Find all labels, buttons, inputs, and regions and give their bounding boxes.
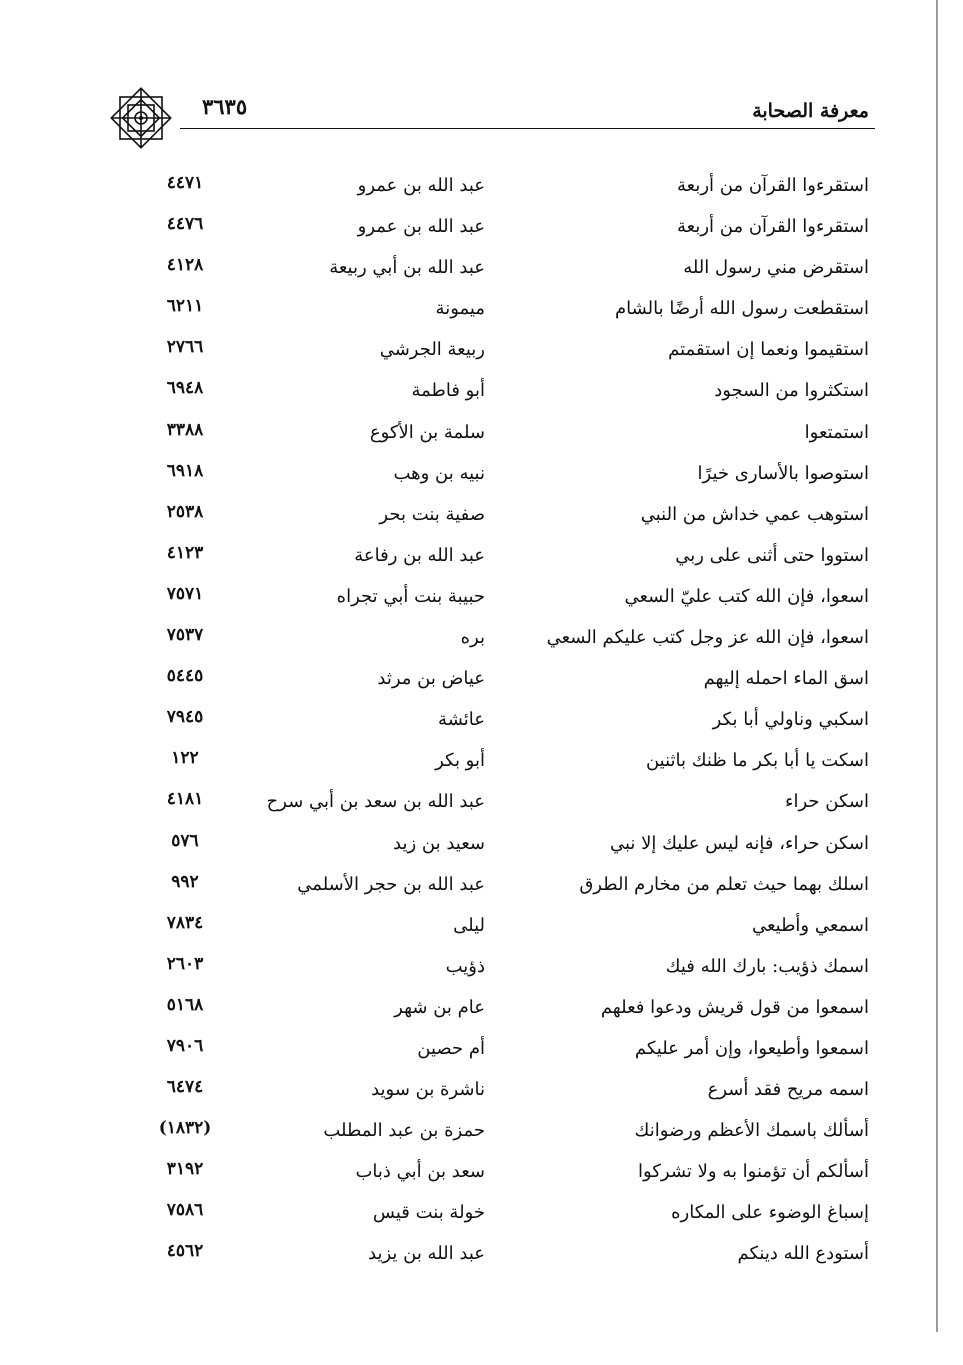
narrator-name: ذؤيب xyxy=(445,955,485,977)
hadith-phrase: استكثروا من السجود xyxy=(714,380,869,402)
narrator-name: عياض بن مرثد xyxy=(377,668,485,690)
narrator-name: خولة بنت قيس xyxy=(372,1202,485,1224)
page-number: ٣٦٣٥ xyxy=(202,94,248,119)
narrator-name: ميمونة xyxy=(435,298,485,320)
index-row xyxy=(100,1030,875,1071)
hadith-phrase: اسمك ذؤيب: بارك الله فيك xyxy=(665,955,869,977)
narrator-name: عبد الله بن أبي ربيعة xyxy=(329,257,485,279)
hadith-phrase: استقرض مني رسول الله xyxy=(683,257,869,279)
hadith-phrase: أسألكم أن تؤمنوا به ولا تشركوا xyxy=(638,1161,869,1183)
hadith-phrase: إسباغ الوضوء على المكاره xyxy=(671,1202,869,1224)
hadith-number: ٤٤٧٦ xyxy=(166,214,204,235)
index-row xyxy=(100,290,875,331)
page-header xyxy=(100,90,875,130)
narrator-name: أبو فاطمة xyxy=(411,380,485,402)
hadith-number: ٤١٢٨ xyxy=(166,255,204,276)
hadith-number: ٤١٨١ xyxy=(166,789,204,810)
hadith-number: ٥٤٤٥ xyxy=(166,666,204,687)
narrator-name: عبد الله بن يزيد xyxy=(368,1243,485,1265)
hadith-number: ٧٥٣٧ xyxy=(166,625,204,646)
hadith-number: ٢٧٦٦ xyxy=(166,337,204,358)
hadith-number: ٥١٦٨ xyxy=(166,994,204,1015)
hadith-phrase: اسكت يا أبا بكر ما ظنك باثنين xyxy=(645,750,869,772)
hadith-number: ٣٣٨٨ xyxy=(166,419,204,440)
index-row xyxy=(100,907,875,948)
hadith-number: ٥٧٦ xyxy=(171,830,199,851)
hadith-phrase: اسكبي وناولي أبا بكر xyxy=(712,709,869,731)
hadith-number: ٩٩٢ xyxy=(171,871,199,892)
running-title: معرفة الصحابة xyxy=(752,100,869,122)
hadith-number: ٧٨٣٤ xyxy=(166,912,204,933)
hadith-phrase: استمتعوا xyxy=(804,421,869,443)
hadith-number: ٦٢١١ xyxy=(166,296,204,317)
index-row xyxy=(100,701,875,742)
narrator-name: ليلى xyxy=(453,914,485,936)
hadith-number: (١٨٣٢) xyxy=(158,1118,212,1139)
index-row xyxy=(100,167,875,208)
index-row xyxy=(100,372,875,413)
index-row xyxy=(100,989,875,1030)
index-row xyxy=(100,866,875,907)
narrator-name: ناشرة بن سويد xyxy=(371,1079,485,1101)
narrator-name: سعيد بن زيد xyxy=(393,832,485,854)
hadith-phrase: أستودع الله دينكم xyxy=(737,1243,869,1265)
narrator-name: عبد الله بن سعد بن أبي سرح xyxy=(266,791,485,813)
narrator-name: عبد الله بن رفاعة xyxy=(354,544,485,566)
narrator-name: ربيعة الجرشي xyxy=(379,339,485,361)
hadith-number: ١٢٢ xyxy=(171,748,199,769)
octagonal-star-ornament-icon xyxy=(108,85,174,151)
hadith-phrase: استقيموا ونعما إن استقمتم xyxy=(668,339,869,361)
narrator-name: سعد بن أبي ذباب xyxy=(355,1161,485,1183)
hadith-phrase: استقرءوا القرآن من أربعة xyxy=(677,175,869,196)
index-row xyxy=(100,825,875,866)
narrator-name: عام بن شهر xyxy=(394,996,485,1018)
index-row xyxy=(100,1235,875,1276)
index-row xyxy=(100,578,875,619)
narrator-name: عبد الله بن عمرو xyxy=(357,216,485,238)
narrator-name: حبيبة بنت أبي تجراه xyxy=(336,585,485,607)
index-row xyxy=(100,1153,875,1194)
header-rule xyxy=(180,128,875,129)
hadith-number: ٢٦٠٣ xyxy=(166,953,204,974)
hadith-phrase: اسعوا، فإن الله كتب عليّ السعي xyxy=(624,585,869,607)
index-row xyxy=(100,537,875,578)
hadith-phrase: اسمه مريح فقد أسرع xyxy=(707,1079,869,1101)
hadith-phrase: استقرءوا القرآن من أربعة xyxy=(677,216,869,238)
index-row xyxy=(100,619,875,660)
narrator-name: سلمة بن الأكوع xyxy=(369,421,485,443)
narrator-name: نبيه بن وهب xyxy=(393,462,485,484)
index-row xyxy=(100,496,875,537)
narrator-name: أبو بكر xyxy=(435,750,485,772)
hadith-phrase: استوصوا بالأسارى خيرًا xyxy=(697,462,869,484)
index-row xyxy=(100,948,875,989)
index-row xyxy=(100,1194,875,1235)
hadith-number: ٦٩١٨ xyxy=(166,460,204,481)
hadith-phrase: اسلك بهما حيث تعلم من مخارم الطرق xyxy=(579,873,869,895)
scan-edge-line xyxy=(936,0,938,1332)
index-row xyxy=(100,1071,875,1112)
hadith-number: ٤١٢٣ xyxy=(166,542,204,563)
hadith-phrase: اسكن حراء xyxy=(785,791,869,813)
hadith-phrase: اسمعوا من قول قريش ودعوا فعلهم xyxy=(600,996,869,1018)
hadith-number: ٧٥٨٦ xyxy=(166,1200,204,1221)
hadith-number: ٤٤٧١ xyxy=(166,173,204,193)
hadith-phrase: اسعوا، فإن الله عز وجل كتب عليكم السعي xyxy=(546,627,869,649)
index-row xyxy=(100,331,875,372)
index-row xyxy=(100,414,875,455)
narrator-name: بره xyxy=(460,627,485,649)
index-row xyxy=(100,783,875,824)
hadith-phrase: اسمعي وأطيعي xyxy=(751,914,869,936)
hadith-phrase: اسمعوا وأطيعوا، وإن أمر عليكم xyxy=(634,1037,869,1059)
index-row xyxy=(100,208,875,249)
hadith-number: ٤٥٦٢ xyxy=(166,1241,204,1262)
narrator-name: عائشة xyxy=(438,709,485,731)
narrator-name: أم حصين xyxy=(417,1037,485,1059)
narrator-name: صفية بنت بحر xyxy=(379,503,485,525)
index-row xyxy=(100,455,875,496)
index-row xyxy=(100,742,875,783)
hadith-number: ٦٤٧٤ xyxy=(166,1077,204,1098)
hadith-phrase: استوهب عمي خداش من النبي xyxy=(640,503,869,525)
hadith-phrase: أسألك باسمك الأعظم ورضوانك xyxy=(634,1120,869,1142)
index-row xyxy=(100,1112,875,1153)
hadith-phrase: استووا حتى أثنى على ربي xyxy=(675,544,869,566)
hadith-number: ٧٩٤٥ xyxy=(166,707,204,728)
hadith-number: ٦٩٤٨ xyxy=(166,378,204,399)
index-row xyxy=(100,249,875,290)
hadith-number: ٧٩٠٦ xyxy=(166,1035,204,1056)
hadith-phrase: اسكن حراء، فإنه ليس عليك إلا نبي xyxy=(609,832,869,854)
index-row xyxy=(100,660,875,701)
hadith-number: ٧٥٧١ xyxy=(166,583,204,604)
hadith-phrase: اسق الماء احمله إليهم xyxy=(703,668,869,690)
narrator-name: عبد الله بن حجر الأسلمي xyxy=(297,873,485,895)
hadith-phrase: استقطعت رسول الله أرضًا بالشام xyxy=(614,298,869,320)
hadith-index-list xyxy=(100,167,875,1277)
hadith-number: ٣١٩٢ xyxy=(166,1159,204,1180)
narrator-name: حمزة بن عبد المطلب xyxy=(323,1120,485,1142)
hadith-number: ٢٥٣٨ xyxy=(166,501,204,522)
narrator-name: عبد الله بن عمرو xyxy=(357,175,485,196)
